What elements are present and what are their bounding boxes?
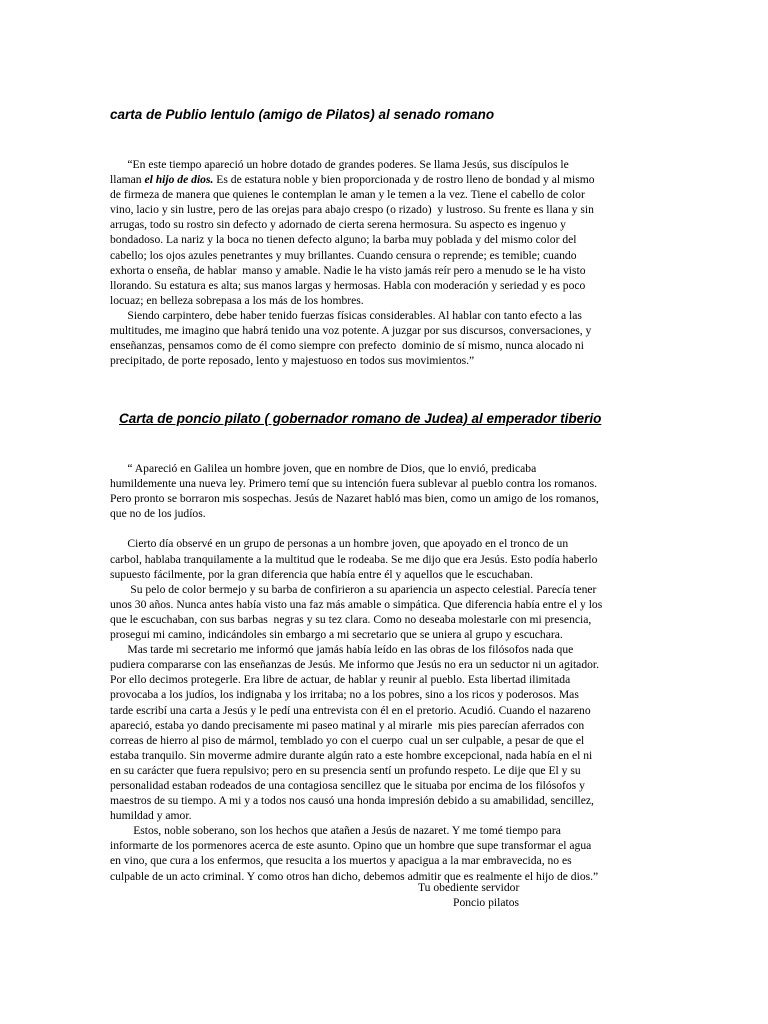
letter1-emphasis: el hijo de dios. <box>144 173 214 187</box>
letter1-line: de firmeza de manera que quienes le contemplan le aman y le temen a la vez. Tiene el cabello de color <box>110 188 585 202</box>
letter1-line: bondadoso. La nariz y la boca no tienen defecto alguno; la barba muy poblada y del mismo color del <box>110 233 577 247</box>
letter2-line: que no de los judíos. <box>110 507 206 521</box>
letter2-line: unos 30 años. Nunca antes había visto una faz más amable o simpática. Que diferencia había entre el y los <box>110 597 603 611</box>
letter2-line: estaba tranquilo. Sin moverme admire durante algún rato a este hombre excepcional, nada había en el ni <box>110 748 593 762</box>
letter1-line-start: llaman <box>110 173 145 187</box>
letter1-line: locuaz; en belleza sobrepasa a los más de los hombres. <box>110 293 364 307</box>
letter2-line: que le escuchaban, con sus barbas negras y su tez clara. Como no deseaba molestarle con mi presencia, <box>110 612 592 626</box>
letter1-line: cabello; los ojos azules penetrantes y muy brillantes. Cuando censura o reprende; es temible; cuando <box>110 248 577 262</box>
letter1-line: precipitado, de porte reposado, lento y majestuoso en todos sus movimientos.” <box>110 354 475 368</box>
letter2-body <box>110 461 655 884</box>
letter2-line: culpable de un acto criminal. Y como otros han dicho, debemos admitir que es realmente el hijo de dios.” <box>110 869 599 883</box>
letter1-line-rest: Es de estatura noble y bien proporcionada y de rostro lleno de bondad y al mismo <box>213 173 595 187</box>
letter2-line: Estos, noble soberano, son los hechos que atañen a Jesús de nazaret. Y me tomé tiempo para <box>110 824 561 838</box>
letter2-line: “ Apareció en Galilea un hombre joven, que en nombre de Dios, que lo envió, predicaba <box>110 462 537 475</box>
letter2-line: Mas tarde mi secretario me informó que jamás había leído en las obras de los filósofos nada que <box>110 643 574 657</box>
letter2-line: Cierto día observé en un grupo de personas a un hombre joven, que apoyado en el tronco de un <box>110 537 569 551</box>
letter1-line: multitudes, me imagino que habrá tenido una voz potente. A juzgar por sus discursos, conversaciones, y <box>110 324 592 338</box>
letter1-line: enseñanzas, pensamos como de él como siempre con prefecto dominio de sí mismo, nunca alocado ni <box>110 339 584 353</box>
letter2-line: prosegui mi camino, indicándoles sin embargo a mi secretario que se uniera al grupo y escuchara. <box>110 628 563 642</box>
letter2-line: supuesto fácilmente, por la gran diferencia que había entre él y aquellos que le escuchaban. <box>110 567 533 581</box>
letter1-line: vino, lacio y sin lustre, pero de las orejas para abajo crespo (o rizado) y lustroso. Su frente es llana y sin <box>110 203 594 217</box>
letter2-line: en su carácter que fuera repulsivo; pero en su presencia sentí un profundo respeto. Le dije que El y su <box>110 763 581 777</box>
letter1-title: carta de Publio lentulo (amigo de Pilatos) al senado romano <box>110 107 495 122</box>
letter1-line <box>110 172 655 187</box>
letter1-line: llorando. Su estatura es alta; sus manos largas y hermosas. Habla con moderación y seriedad y es poco <box>110 278 586 292</box>
letter2-line: provocaba a los judíos, los indignaba y los irritaba; no a los pobres, sino a los ricos y poderosos. Mas <box>110 688 579 702</box>
letter2-title: Carta de poncio pilato ( gobernador romano de Judea) al emperador tiberio <box>119 411 602 426</box>
letter2-line: humildad y amor. <box>110 809 192 823</box>
letter2-line: pudiera compararse con las enseñanzas de Jesús. Me informo que Jesús no era un seductor ni un agitador. <box>110 658 600 672</box>
paragraph-gap <box>110 521 655 536</box>
letter2-line: apareció, estaba yo dando precisamente mi paseo matinal y al mirarle mis pies parecían aferrados con <box>110 718 585 732</box>
letter1-body <box>110 157 655 368</box>
letter1-line: exhorta o enseña, de hablar manso y amable. Nadie le ha visto jamás reír pero a menudo se le ha visto <box>110 263 586 277</box>
letter2-line: correas de hierro al piso de mármol, temblado yo con el cuerpo cual un ser culpable, a pesar de que el <box>110 733 585 747</box>
letter2-line: tarde escribí una carta a Jesús y le pedí una entrevista con él en el pretorio. Acudió. Cuando el nazareno <box>110 703 591 717</box>
letter2-signature: Poncio pilatos <box>453 896 520 909</box>
letter1-line: Siendo carpintero, debe haber tenido fuerzas físicas considerables. Al hablar con tanto efecto a las <box>110 308 582 322</box>
letter2-line: Por ello decimos protegerle. Era libre de actuar, de hablar y reunir al pueblo. Esta libertad ilimitada <box>110 673 571 687</box>
letter2-line: humildemente una nueva ley. Primero temí que su intención fuera sublevar al pueblo contra los romanos. <box>110 477 598 491</box>
letter2-line: en vino, que cura a los enfermos, que resucita a los muertos y apacigua a la mar embravecida, no es <box>110 854 572 868</box>
letter2-line: informarte de los pormenores acerca de este asunto. Opino que un hombre que supe transformar el agua <box>110 839 592 853</box>
letter2-line: Su pelo de color bermejo y su barba de confirieron a su apariencia un aspecto celestial. Parecía tener <box>110 582 597 596</box>
letter1-line: “En este tiempo apareció un hobre dotado de grandes poderes. Se llama Jesús, sus discípulos le <box>110 158 569 171</box>
letter2-closing: Tu obediente servidor <box>418 881 520 894</box>
letter2-line: maestros de su tiempo. A mi y a todos nos causó una honda impresión debido a su amabilidad, sencillez, <box>110 794 594 808</box>
letter2-line: Pero pronto se borraron mis sospechas. Jesús de Nazaret habló mas bien, como un amigo de los romanos, <box>110 492 599 506</box>
letter2-line: personalidad estaban rodeados de una contagiosa sencillez que le situaba por encima de los filósofos y <box>110 778 585 792</box>
letter1-line: arrugas, todo su rostro sin defecto y adornado de cierta serena hermosura. Su aspecto es ingenuo y <box>110 218 566 232</box>
letter2-line: carbol, hablaba tranquilamente a la multitud que le rodeaba. Se me dijo que era Jesús. Esto podía haberlo <box>110 552 598 566</box>
